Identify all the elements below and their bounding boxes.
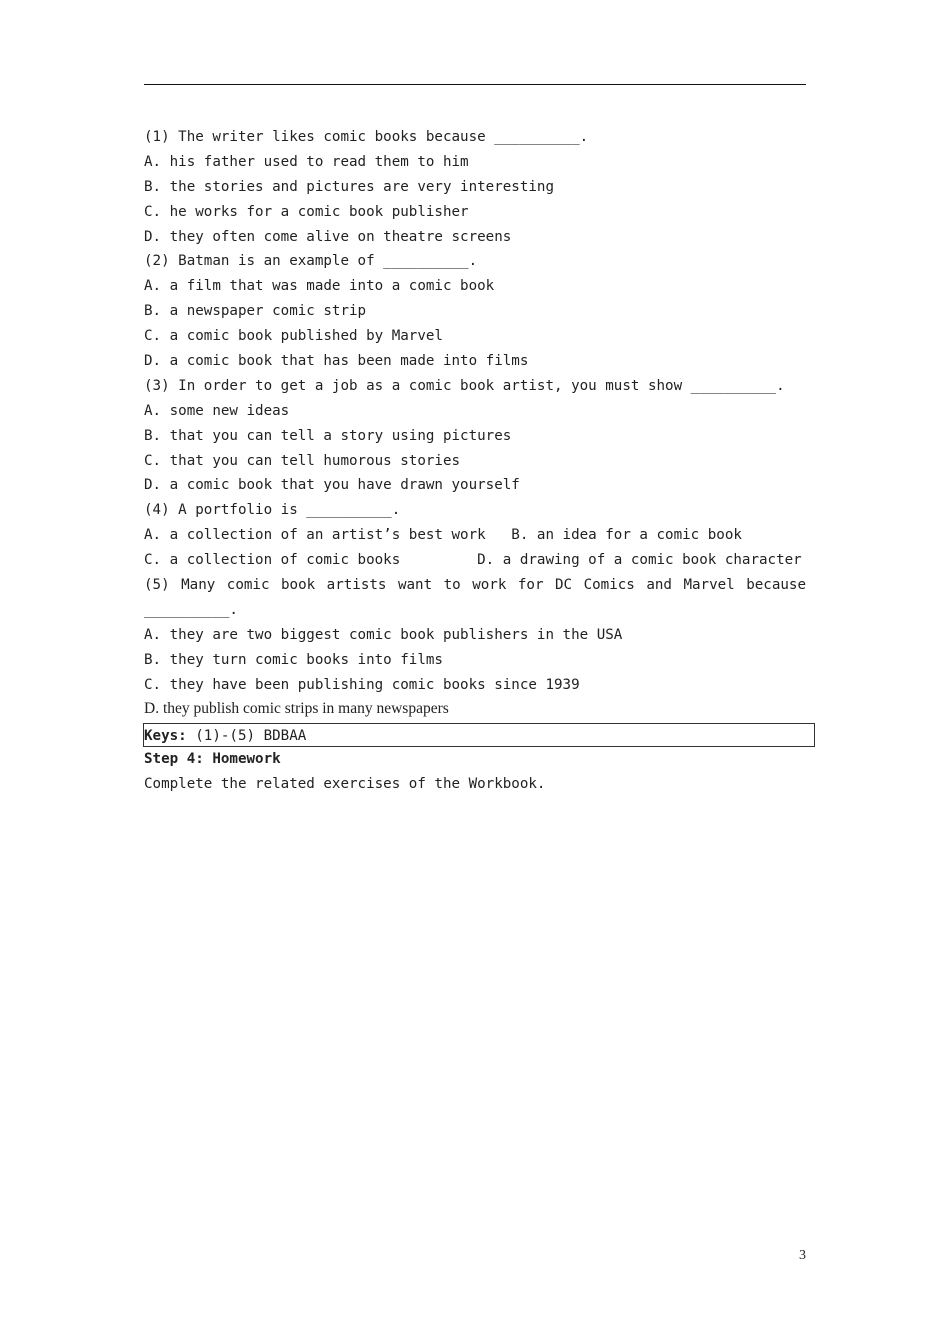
- question-2-option-b: B. a newspaper comic strip: [144, 303, 367, 320]
- question-2-option-c: C. a comic book published by Marvel: [144, 328, 443, 345]
- question-4-stem: (4) A portfolio is __________.: [144, 502, 401, 519]
- step-4-heading: Step 4: Homework: [144, 751, 281, 768]
- question-4-options-ab: A. a collection of an artist’s best work B. an idea for a comic book: [144, 527, 742, 544]
- question-5-stem: (5) Many comic book artists want to work for DC Comics and Marvel because: [144, 577, 806, 594]
- question-5-option-a: A. they are two biggest comic book publishers in the USA: [144, 626, 623, 643]
- answer-keys-label: Keys:: [144, 728, 187, 745]
- question-1-stem: (1) The writer likes comic books because __________.: [144, 129, 589, 145]
- question-3-option-b: B. that you can tell a story using pictures: [144, 427, 512, 444]
- answer-keys-value: (1)-(5) BDBAA: [186, 728, 307, 745]
- question-3-option-c: C. that you can tell humorous stories: [144, 452, 461, 469]
- document-body: [144, 125, 806, 797]
- question-1-option-c: C. he works for a comic book publisher: [144, 203, 469, 220]
- question-3-option-d: D. a comic book that you have drawn yourself: [144, 477, 520, 494]
- answer-keys-box: [143, 723, 815, 747]
- question-1-option-b: B. the stories and pictures are very interesting: [144, 178, 554, 195]
- question-5-blank: __________.: [144, 601, 238, 618]
- question-1-option-d: D. they often come alive on theatre screens: [144, 228, 512, 245]
- question-2-stem: (2) Batman is an example of __________.: [144, 253, 478, 270]
- question-5-option-c: C. they have been publishing comic books since 1939: [144, 676, 580, 693]
- question-2-option-a: A. a film that was made into a comic book: [144, 278, 495, 295]
- question-2-option-d: D. a comic book that has been made into films: [144, 353, 529, 370]
- question-3-stem: (3) In order to get a job as a comic book artist, you must show __________.: [144, 377, 785, 394]
- question-1-option-a: A. his father used to read them to him: [144, 153, 469, 170]
- question-3-option-a: A. some new ideas: [144, 402, 290, 419]
- page-number: 3: [799, 1248, 806, 1263]
- question-5-option-d: D. they publish comic strips in many newspapers: [144, 700, 449, 718]
- step-4-body: Complete the related exercises of the Workbook.: [144, 776, 546, 793]
- question-4-options-cd: C. a collection of comic books D. a drawing of a comic book character: [144, 552, 802, 569]
- header-rule: [144, 84, 806, 85]
- question-5-option-b: B. they turn comic books into films: [144, 651, 443, 668]
